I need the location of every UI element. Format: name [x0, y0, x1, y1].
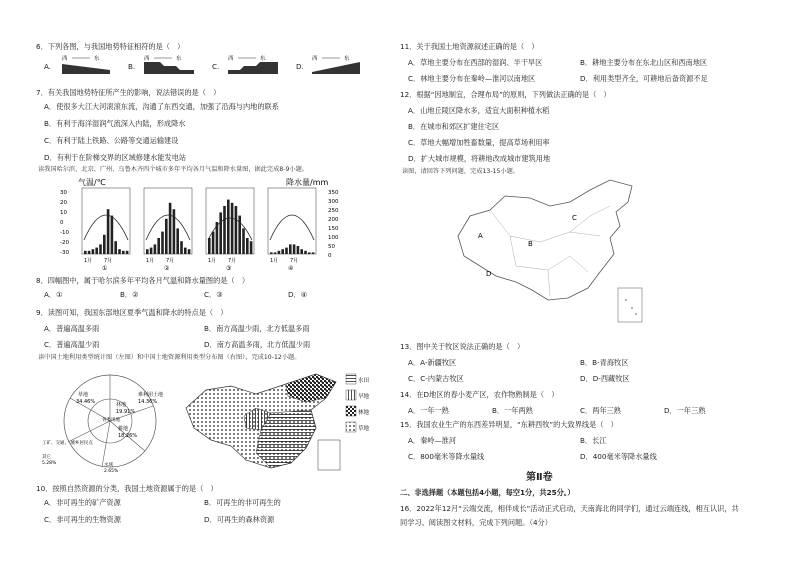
q11-option-a[interactable]: A．草地主要分布在西部的湿润、半干旱区 [408, 58, 543, 67]
q15-option-c[interactable]: C．800毫米等降水量线 [408, 452, 485, 461]
q9-option-d[interactable]: D．南方高温多雨，北方低温少雨 [204, 340, 311, 349]
temp-tick: 20 [60, 200, 67, 206]
q6-option-c[interactable]: C. [212, 62, 220, 71]
question-10: 10．按照自然资源的分类，我国土地资源属于的是（ ） [36, 484, 218, 493]
q12-option-a[interactable]: A．山地丘陵区降水多，适宜大面积种植水稻 [408, 106, 550, 115]
climate-charts [56, 176, 356, 272]
precip-bar [84, 251, 87, 254]
china-map [450, 176, 650, 326]
precip-bar [300, 249, 303, 254]
precip-bar [231, 203, 234, 254]
precip-bar [208, 238, 211, 254]
q6a-west: 西 [62, 56, 68, 62]
q7-option-c[interactable]: C．有利于陆上铁路、公路等交通运输建设 [44, 136, 179, 145]
map-label-a: A [478, 232, 483, 240]
climate-frame [268, 188, 316, 254]
q10-option-d[interactable]: D．可再生的森林资源 [204, 515, 275, 524]
q15-option-d[interactable]: D．400毫米等降水量线 [580, 452, 657, 461]
q10-option-a[interactable]: A．非可再生的矿产资源 [44, 498, 121, 507]
q7-option-b[interactable]: B．有利于海洋湿润气流深入内陆，形成降水 [44, 119, 186, 128]
q13-option-a[interactable]: A．A-新疆牧区 [408, 358, 457, 367]
precip-tick: 150 [328, 226, 339, 232]
section-two-title: 第Ⅱ卷 [526, 472, 553, 483]
question-14: 14．在D地区的春小麦产区，农作物熟制是（ ） [400, 390, 559, 399]
precip-bar [103, 235, 106, 254]
precip-bar [161, 232, 164, 254]
q13-option-d[interactable]: D．D-西藏牧区 [580, 374, 630, 383]
pie-farmland-pct: 18.26% [118, 433, 138, 439]
q8-option-d[interactable]: D．④ [288, 290, 308, 299]
temp-tick: -30 [60, 250, 69, 256]
q6-option-a[interactable]: A. [44, 62, 52, 71]
temp-tick: 10 [60, 210, 67, 216]
pie-forest: 林地 [116, 402, 127, 408]
q6d-west: 西 [312, 56, 318, 62]
q6c-east: 东 [260, 56, 266, 62]
question-12: 12．根据“因地制宜，合理布局”的原则，下列做法正确的是（ ） [400, 90, 611, 99]
q14-option-c[interactable]: C．两年三熟 [580, 406, 621, 415]
precip-bar [227, 200, 230, 254]
pie-construction: 工矿、交通、 城乡居民点 [42, 441, 93, 446]
map-legend [346, 374, 370, 432]
question-16-line1: 16．2022年12月“云端交流，相伴成长”活动正式启动，天南海北的同学们，通过云端连线，相互认识，共 [400, 504, 739, 513]
precip-bar [169, 203, 172, 254]
climate-panel [82, 188, 130, 272]
pie-unused: 难利用土地 [138, 392, 164, 398]
precip-bar [246, 238, 249, 254]
month-label: 7月 [290, 258, 299, 264]
month-label: 1月 [84, 258, 93, 264]
map-intro: 读图，请回答下列问题，完成13-15小题。 [402, 168, 519, 175]
pie-unused-pct: 14.36% [138, 399, 158, 405]
precip-tick: 100 [328, 235, 339, 241]
precip-bar [146, 249, 149, 254]
precip-bar [99, 244, 102, 254]
month-label: 1月 [270, 258, 279, 264]
precip-tick: 200 [328, 217, 339, 223]
q10-option-c[interactable]: C．非可再生的生物资源 [44, 515, 121, 524]
precip-bar [278, 251, 281, 254]
q6-profile-c [226, 54, 282, 74]
q12-option-b[interactable]: B．在城市和郊区扩建住宅区 [408, 122, 500, 131]
pie-other: 其它 [42, 455, 51, 460]
precip-bar [289, 244, 292, 254]
q6-profile-b [142, 54, 198, 74]
climate-panel [144, 188, 192, 272]
pie-center: 各类用地 [102, 418, 120, 423]
temp-tick: -20 [60, 240, 69, 246]
precip-tick: 50 [328, 244, 335, 250]
temp-tick: 0 [60, 220, 64, 226]
q11-option-d[interactable]: D．利用类型齐全，可耕地后备资源不足 [580, 74, 708, 83]
precip-bar [95, 248, 98, 254]
climate-panel [268, 188, 316, 272]
question-7: 7．有关我国地势特征所产生的影响，说法错误的是（ ） [36, 88, 221, 97]
month-label: 7月 [166, 258, 175, 264]
q14-option-a[interactable]: A．一年一熟 [408, 406, 449, 415]
precip-axis-label: 降水量/mm [286, 178, 329, 187]
q6b-east: 东 [176, 56, 182, 62]
precip-bar [242, 228, 245, 254]
q6-options [44, 54, 384, 76]
q6c-west: 西 [228, 56, 234, 62]
pie-forest-pct: 19.91% [116, 409, 136, 415]
month-label: 1月 [208, 258, 217, 264]
part-two-heading: 二、非选择题（本题包括4小题，每空1分，共25分。） [400, 488, 575, 497]
legend-forest: 林地 [358, 410, 370, 416]
precip-bar [188, 249, 191, 254]
map-label-b: B [528, 240, 533, 248]
q9-option-c[interactable]: C．普遍高温少雨 [44, 340, 100, 349]
precip-bar [274, 252, 277, 254]
precip-tick: 350 [328, 190, 339, 196]
q13-option-b[interactable]: B．B-青海牧区 [580, 358, 629, 367]
q12-option-d[interactable]: D．扩大城市规模，将耕地改成城市建筑用地 [408, 154, 551, 163]
precip-bar [293, 244, 296, 254]
precip-bar [88, 251, 91, 254]
climate-frame [144, 188, 192, 254]
month-label: 1月 [146, 258, 155, 264]
precip-bar [165, 219, 168, 254]
precip-tick: 300 [328, 199, 339, 205]
q9-option-a[interactable]: A．普遍高温多雨 [44, 324, 100, 333]
precip-bar [180, 241, 183, 254]
precip-bar [308, 252, 311, 254]
precip-bar [114, 241, 117, 254]
precip-bar [223, 206, 226, 254]
precip-bar [111, 216, 114, 254]
pie-water-pct: 2.65% [104, 469, 119, 474]
temp-tick: 30 [60, 190, 67, 196]
temp-ticks [60, 190, 69, 256]
climate-panels [82, 188, 316, 272]
precip-bar [250, 241, 253, 254]
q6b-west: 西 [144, 56, 150, 62]
precip-bar [176, 228, 179, 254]
q8-option-c[interactable]: C．③ [204, 290, 223, 299]
precip-tick: 0 [328, 253, 332, 259]
q9-option-b[interactable]: B．南方高温少雨，北方低温多雨 [204, 324, 310, 333]
q6-option-d[interactable]: D. [296, 62, 304, 71]
q15-option-a[interactable]: A．秦岭—淮河 [408, 436, 457, 445]
q15-option-b[interactable]: B．长江 [580, 436, 607, 445]
q6-profile-a [60, 54, 116, 74]
precip-bar [281, 249, 284, 254]
q6-option-b[interactable]: B. [128, 62, 136, 71]
question-13: 13．图中关于牧区说法正确的是（ ） [400, 342, 525, 351]
chart-id: ③ [226, 265, 232, 272]
q7-option-d[interactable]: D．有利于在阶梯交界的区域修建水能发电站 [44, 153, 187, 162]
q8-option-b[interactable]: B．② [120, 290, 139, 299]
precip-bar [154, 244, 157, 254]
q7-option-a[interactable]: A．使很多大江大河滚滚东流，沟通了东西交通，加强了沿海与内地的联系 [44, 102, 279, 111]
temp-tick: -10 [60, 230, 69, 236]
q13-option-c[interactable]: C．C-内蒙古牧区 [408, 374, 464, 383]
legend-grass: 草地 [358, 426, 370, 432]
precip-bar [285, 248, 288, 254]
q6a-east: 东 [94, 56, 100, 62]
precip-bar [118, 249, 121, 254]
precip-bar [157, 238, 160, 254]
question-16-line2: 同学习。阅读图文材料，完成下列问题。（4分） [400, 518, 552, 527]
climate-frame [82, 188, 130, 254]
q12-option-c[interactable]: C．草地大幅增加牲畜数量，提高草场利用率 [408, 138, 550, 147]
chart-id: ④ [288, 265, 294, 272]
precip-bar [219, 212, 222, 254]
precip-bar [270, 252, 273, 254]
q10-option-b[interactable]: B．可再生的非可再生的 [204, 498, 281, 507]
precip-bar [304, 251, 307, 254]
land-intro: 读中国土地利用类型统计图（左图）和中国土地资源利用类型分布图（右图），完成10-12小题。 [38, 354, 301, 361]
legend-paddy: 水田 [358, 378, 370, 384]
land-use-pie [40, 366, 170, 476]
precip-bar [150, 248, 153, 254]
precip-bar [312, 252, 315, 254]
pie-grass-pct: 34.46% [76, 399, 96, 405]
q6-profile-d [310, 54, 366, 74]
precip-bar [92, 249, 95, 254]
precip-bar [107, 209, 110, 254]
temp-axis-label: 气温/℃ [78, 178, 106, 187]
q14-option-b[interactable]: B．一年两熟 [492, 406, 533, 415]
q11-option-c[interactable]: C．林地主要分布在秦岭—淮河以南地区 [408, 74, 536, 83]
precip-bar [184, 248, 187, 254]
month-label: 7月 [104, 258, 113, 264]
pie-other-pct: 5.28% [42, 461, 57, 466]
climate-panel [206, 188, 254, 272]
question-6: 6．下列各图，与我国地势特征相符的是（ ） [36, 42, 185, 51]
climate-intro: 读我国哈尔滨、北京、广州、乌鲁木齐四个城市多年平均各月气温和降水量图，据此完成8-9小题。 [38, 166, 308, 173]
pie-water: 水域 [104, 463, 113, 468]
precip-bar [297, 246, 300, 254]
land-use-map [176, 368, 376, 478]
question-15: 15．我国农业生产的东西差异明显，“东耕西牧”的大致界线是（ ） [400, 420, 618, 429]
question-9: 9．读图可知，我国东部地区夏季气温和降水的特点是（ ） [36, 308, 228, 317]
map-label-d: D [486, 270, 492, 278]
pie-grass: 草地 [78, 392, 89, 398]
q6d-east: 东 [344, 56, 350, 62]
month-label: 7月 [228, 258, 237, 264]
chart-id: ② [164, 265, 170, 272]
question-11: 11．关于我国土地资源叙述正确的是（ ） [400, 42, 539, 51]
q8-option-a[interactable]: A．① [44, 290, 63, 299]
pie-farmland: 耕地 [118, 426, 129, 432]
chart-id: ① [102, 265, 108, 272]
precip-bar [212, 232, 215, 254]
question-8: 8．四幅图中，属于哈尔滨多年平均各月气温和降水量图的是（ ） [36, 276, 250, 285]
precip-bar [126, 251, 129, 254]
precip-tick: 250 [328, 208, 339, 214]
map-label-c: C [572, 214, 577, 222]
precip-ticks [328, 190, 339, 259]
q11-option-b[interactable]: B．耕地主要分布在东北山区和西南地区 [580, 58, 708, 67]
precip-bar [235, 206, 238, 254]
precip-bar [122, 251, 125, 254]
legend-dryland: 旱地 [358, 394, 370, 400]
q14-option-d[interactable]: D．一年三熟 [664, 406, 706, 415]
